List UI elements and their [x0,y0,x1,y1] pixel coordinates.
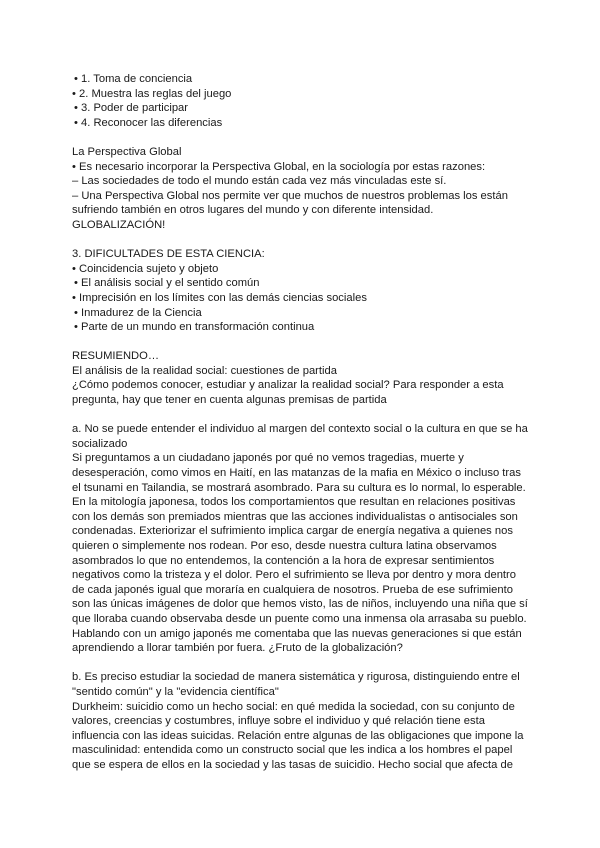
text-line: influencia con las ideas suicidas. Relación entre algunas de las obligaciones que impone la [72,729,524,742]
text-line: que lloraba cuando observaba desde un puente como una inmensa ola arrasaba su pueblo. [72,612,527,625]
text-line: sufriendo también en otros lugares del mundo y con diferente intensidad. [72,204,434,217]
text-line: asombrados lo que no entendemos, la contención a la hora de expresar sentimientos [72,554,495,567]
text-line: ¿Cómo podemos conocer, estudiar y analizar la realidad social? Para responder a esta [72,379,504,392]
text-line: desesperación, como vimos en Haití, en las matanzas de la mafia en México o incluso tras [72,467,521,480]
text-line: valores, creencias y costumbres, influye sobre el individuo y qué relación tiene esta [72,715,485,728]
text-line: quieren o simplemente nos rodean. Por eso, desde nuestra cultura latina observamos [72,540,497,552]
text-line: que se espera de ellos en la sociedad y las tasas de suicidio. Hecho social que afecta de [72,758,513,771]
text-line: el tsunami en Tailandia, se mostrará asombrado. Para su cultura es lo normal, lo esperable. [72,481,526,494]
list-item: • 1. Toma de conciencia [74,73,193,85]
text-line: El análisis de la realidad social: cuestiones de partida [72,364,337,377]
text-line: En la mitología japonesa, todos los comportamientos que resultan en relaciones positivas [72,496,516,509]
section-heading: RESUMIENDO… [72,350,160,363]
text-line: Hablando con un amigo japonés me comentaba que las nuevas generaciones si que están [72,627,522,640]
text-line: Durkheim: suicidio como un hecho social: en qué medida la sociedad, con su conjunto de [72,700,515,713]
text-line: masculinidad: entendida como un constructo social que les indica a los hombres el papel [72,744,513,757]
text-line: condenadas. Exteriorizar el sufrimiento implica cargar de energía negativa a quienes nos [72,525,513,538]
text-line: • Es necesario incorporar la Perspectiva Global, en la sociología por estas razones: [72,160,486,173]
text-line: aprendiendo a llorar también por fuera. ¿Fruto de la globalización? [72,642,403,655]
text-line: de cada japonés igual que moraría en cualquiera de nosotros. Prueba de ese sufrimiento [72,583,513,596]
list-item: • El análisis social y el sentido común [74,277,260,290]
list-item: • 4. Reconocer las diferencias [74,116,223,129]
section-heading: La Perspectiva Global [72,145,182,158]
text-line: a. No se puede entender el individuo al margen del contexto social o la cultura en que se ha [72,423,528,436]
text-line: son las únicas imágenes de dolor que hemos visto, las de niños, incluyendo una niña que sí [72,598,528,611]
section-heading: 3. DIFICULTADES DE ESTA CIENCIA: [72,248,265,261]
text-line: negativos como la tristeza y el dolor. Pero el sufrimiento se lleva por dentro y mora dentro [72,569,516,582]
list-item: • Parte de un mundo en transformación continua [74,321,315,334]
text-line: – Las sociedades de todo el mundo están cada vez más vinculadas este sí. [72,175,447,188]
list-item: • Coincidencia sujeto y objeto [72,262,219,275]
text-line: con los demás son premiados mientras que las acciones individualistas o antisociales son [72,510,518,523]
text-line: socializado [72,437,128,450]
document-page [72,72,542,773]
text-line: – Una Perspectiva Global nos permite ver que muchos de nuestros problemas los están [72,189,508,202]
list-item: • 3. Poder de participar [74,102,188,115]
text-line: b. Es preciso estudiar la sociedad de manera sistemática y rigurosa, distinguiendo entre el [72,671,520,684]
list-item: • Imprecisión en los límites con las demás ciencias sociales [72,291,367,304]
text-line: pregunta, hay que tener en cuenta algunas premisas de partida [72,394,387,407]
text-line: GLOBALIZACIÓN! [72,218,166,231]
text-line: "sentido común" y la "evidencia científica" [72,685,279,698]
text-line: Si preguntamos a un ciudadano japonés por qué no vemos tragedias, muerte y [72,452,464,465]
list-item: • 2. Muestra las reglas del juego [72,87,232,100]
list-item: • Inmadurez de la Ciencia [74,306,202,319]
